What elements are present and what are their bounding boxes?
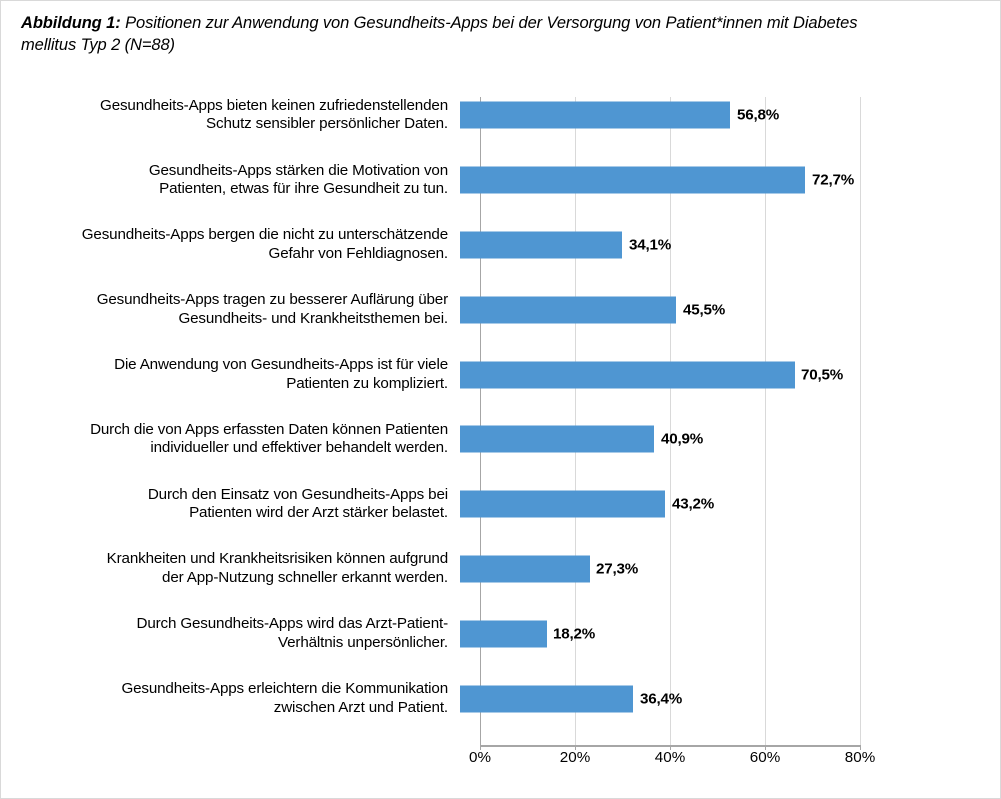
category-label-line: Krankheiten und Krankheitsrisiken können aufgrund <box>106 550 448 568</box>
category-label-line: Gesundheits- und Krankheitsthemen bei. <box>178 309 448 327</box>
x-tick-label: 0% <box>469 749 491 766</box>
category-label <box>1 356 460 393</box>
bar-value-8: 18,2% <box>553 625 596 643</box>
bar-value-3: 45,5% <box>683 301 726 319</box>
table-row <box>1 83 1001 148</box>
category-label-line: Gefahr von Fehldiagnosen. <box>268 244 448 262</box>
table-row <box>1 277 1001 342</box>
bar-value-9: 36,4% <box>640 690 683 708</box>
bar-track <box>460 537 1001 602</box>
bar-4[interactable] <box>460 361 795 388</box>
bar-track <box>460 407 1001 472</box>
category-label-line: Patienten, etwas für ihre Gesundheit zu tun. <box>159 180 448 198</box>
category-label-line: Patienten zu kompliziert. <box>286 374 448 392</box>
bar-value-2: 34,1% <box>629 236 672 254</box>
bar-value-1: 72,7% <box>812 171 855 189</box>
category-label-line: Gesundheits-Apps bieten keinen zufriedenstellenden <box>100 96 448 114</box>
bar-value-6: 43,2% <box>672 495 715 513</box>
bar-6[interactable] <box>460 491 665 518</box>
x-tick-label: 40% <box>654 749 686 766</box>
bar-2[interactable] <box>460 231 622 258</box>
category-label <box>1 291 460 328</box>
figure-caption-label: Abbildung 1: <box>21 14 121 32</box>
bar-track <box>460 472 1001 537</box>
table-row <box>1 342 1001 407</box>
bar-0[interactable] <box>460 102 730 129</box>
table-row <box>1 472 1001 537</box>
bar-track <box>460 83 1001 148</box>
category-label <box>1 550 460 587</box>
bar-track <box>460 213 1001 278</box>
category-label-line: Verhältnis unpersönlicher. <box>277 633 448 651</box>
category-label-line: Gesundheits-Apps stärken die Motivation von <box>148 161 448 179</box>
category-label-line: Durch den Einsatz von Gesundheits-Apps bei <box>147 485 448 503</box>
x-tick-label: 80% <box>844 749 876 766</box>
bar-chart <box>1 83 1001 783</box>
category-label-line: Durch die von Apps erfassten Daten können Patienten <box>90 420 448 438</box>
figure-caption <box>21 13 901 57</box>
category-label-line: der App-Nutzung schneller erkannt werden. <box>162 568 448 586</box>
table-row <box>1 148 1001 213</box>
category-label-line: Patienten wird der Arzt stärker belastet. <box>189 504 448 522</box>
category-label <box>1 486 460 523</box>
bar-value-7: 27,3% <box>596 560 639 578</box>
category-label-line: Schutz sensibler persönlicher Daten. <box>206 115 448 133</box>
bar-5[interactable] <box>460 426 654 453</box>
bar-track <box>460 601 1001 666</box>
category-label <box>1 421 460 458</box>
bar-track <box>460 277 1001 342</box>
x-axis-ticks <box>1 749 1001 779</box>
bar-track <box>460 148 1001 213</box>
category-label <box>1 97 460 134</box>
bar-7[interactable] <box>460 555 590 582</box>
category-label-line: Gesundheits-Apps bergen die nicht zu unterschätzende <box>81 226 448 244</box>
table-row <box>1 407 1001 472</box>
table-row <box>1 601 1001 666</box>
table-row <box>1 537 1001 602</box>
bar-3[interactable] <box>460 296 676 323</box>
bar-value-4: 70,5% <box>801 366 844 384</box>
x-tick-label: 20% <box>559 749 591 766</box>
category-label-line: Gesundheits-Apps erleichtern die Kommunikation <box>121 680 448 698</box>
bar-9[interactable] <box>460 685 633 712</box>
bar-value-5: 40,9% <box>661 430 704 448</box>
bar-track <box>460 342 1001 407</box>
bar-track <box>460 666 1001 731</box>
table-row <box>1 213 1001 278</box>
x-tick-label: 60% <box>749 749 781 766</box>
bar-rows <box>1 83 1001 731</box>
table-row <box>1 666 1001 731</box>
category-label-line: zwischen Arzt und Patient. <box>273 698 448 716</box>
category-label <box>1 162 460 199</box>
category-label <box>1 615 460 652</box>
category-label-line: Gesundheits-Apps tragen zu besserer Auflärung über <box>96 291 448 309</box>
category-label <box>1 226 460 263</box>
category-label-line: individueller und effektiver behandelt werden. <box>150 439 448 457</box>
category-label-line: Durch Gesundheits-Apps wird das Arzt-Patient- <box>136 615 448 633</box>
bar-1[interactable] <box>460 167 805 194</box>
category-label <box>1 680 460 717</box>
category-label-line: Die Anwendung von Gesundheits-Apps ist für viele <box>114 356 448 374</box>
figure-caption-text: Positionen zur Anwendung von Gesundheits-Apps bei der Versorgung von Patient*innen mit Diabetes mellitus Typ 2 (N=88) <box>21 14 858 54</box>
bar-8[interactable] <box>460 620 547 647</box>
bar-value-0: 56,8% <box>737 106 780 124</box>
